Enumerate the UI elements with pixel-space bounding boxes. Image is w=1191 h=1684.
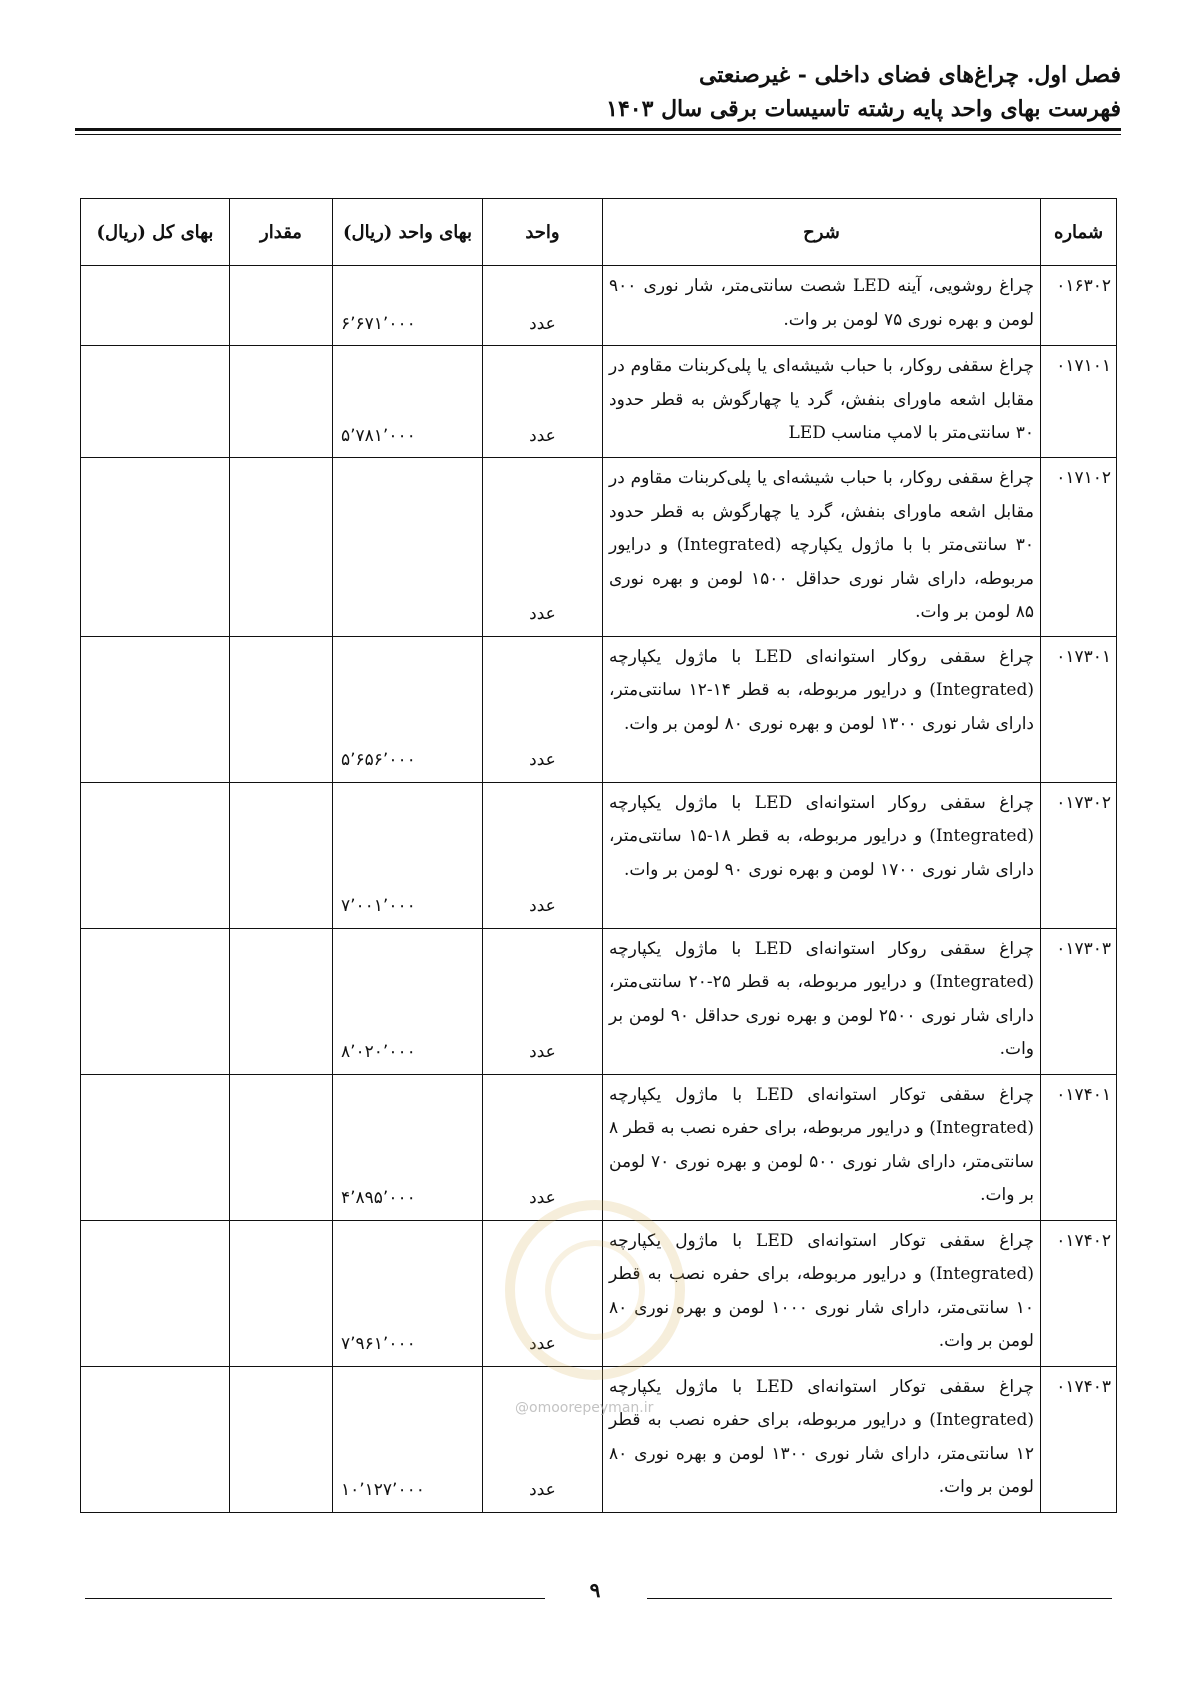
item-unit-price: ۵٬۶۵۶٬۰۰۰ xyxy=(333,636,483,782)
item-unit-price: ۶٬۶۷۱٬۰۰۰ xyxy=(333,266,483,346)
item-quantity xyxy=(230,636,333,782)
item-description: چراغ سقفی توکار استوانه‌ای LED با ماژول یکپارچه (Integrated) و درایور مربوطه، برای حفره نصب به قطر ۱۲ سانتی‌متر، دارای شار نوری ۱۳۰۰ لومن و بهره نوری ۸۰ لومن بر وات. xyxy=(603,1366,1041,1512)
page-number: ۹ xyxy=(589,1578,601,1602)
column-header-quantity: مقدار xyxy=(230,199,333,266)
item-quantity xyxy=(230,266,333,346)
item-total-price xyxy=(81,346,230,458)
item-total-price xyxy=(81,1366,230,1512)
item-code: ۰۱۷۴۰۳ xyxy=(1041,1366,1117,1512)
table-row xyxy=(81,636,1117,782)
table-row xyxy=(81,1074,1117,1220)
item-code: ۰۱۶۳۰۲ xyxy=(1041,266,1117,346)
item-total-price xyxy=(81,636,230,782)
item-quantity xyxy=(230,458,333,637)
table-row xyxy=(81,928,1117,1074)
item-unit-price: ۷٬۰۰۱٬۰۰۰ xyxy=(333,782,483,928)
item-unit: عدد xyxy=(483,458,603,637)
item-unit: عدد xyxy=(483,266,603,346)
footer-rule-left xyxy=(85,1598,545,1599)
column-header-unit-price: بهای واحد (ریال) xyxy=(333,199,483,266)
header-rule-thin xyxy=(75,134,1121,135)
table-row xyxy=(81,1220,1117,1366)
item-total-price xyxy=(81,266,230,346)
item-total-price xyxy=(81,458,230,637)
item-total-price xyxy=(81,1074,230,1220)
item-unit-price xyxy=(333,458,483,637)
item-unit: عدد xyxy=(483,636,603,782)
item-unit: عدد xyxy=(483,346,603,458)
table-row xyxy=(81,782,1117,928)
item-total-price xyxy=(81,782,230,928)
item-unit: عدد xyxy=(483,1366,603,1512)
item-unit-price: ۱۰٬۱۲۷٬۰۰۰ xyxy=(333,1366,483,1512)
item-unit: عدد xyxy=(483,1074,603,1220)
item-unit-price: ۵٬۷۸۱٬۰۰۰ xyxy=(333,346,483,458)
item-description: چراغ سقفی توکار استوانه‌ای LED با ماژول یکپارچه (Integrated) و درایور مربوطه، برای حفره نصب به قطر ۱۰ سانتی‌متر، دارای شار نوری ۱۰۰۰ لومن و بهره نوری ۸۰ لومن بر وات. xyxy=(603,1220,1041,1366)
item-code: ۰۱۷۳۰۲ xyxy=(1041,782,1117,928)
item-code: ۰۱۷۳۰۱ xyxy=(1041,636,1117,782)
chapter-title: فصل اول. چراغ‌های فضای داخلی - غیرصنعتی xyxy=(698,62,1121,88)
item-code: ۰۱۷۱۰۱ xyxy=(1041,346,1117,458)
header-rule-thick xyxy=(75,128,1121,131)
item-description: چراغ سقفی روکار استوانه‌ای LED با ماژول یکپارچه (Integrated) و درایور مربوطه، به قطر ۲۵-۲۰ سانتی‌متر، دارای شار نوری ۲۵۰۰ لومن و بهره نوری حداقل ۹۰ لومن بر وات. xyxy=(603,928,1041,1074)
item-description: چراغ روشویی، آینه LED شصت سانتی‌متر، شار نوری ۹۰۰ لومن و بهره نوری ۷۵ لومن بر وات. xyxy=(603,266,1041,346)
watermark-text: @omoorepeyman.ir xyxy=(515,1400,654,1416)
item-unit-price: ۷٬۹۶۱٬۰۰۰ xyxy=(333,1220,483,1366)
item-unit: عدد xyxy=(483,782,603,928)
item-unit: عدد xyxy=(483,928,603,1074)
column-header-description: شرح xyxy=(603,199,1041,266)
item-code: ۰۱۷۳۰۳ xyxy=(1041,928,1117,1074)
item-quantity xyxy=(230,1074,333,1220)
item-code: ۰۱۷۱۰۲ xyxy=(1041,458,1117,637)
item-quantity xyxy=(230,346,333,458)
list-title: فهرست بهای واحد پایه رشته تاسیسات برقی سال ۱۴۰۳ xyxy=(606,96,1121,122)
table-row xyxy=(81,1366,1117,1512)
item-quantity xyxy=(230,782,333,928)
item-description: چراغ سقفی روکار، با حباب شیشه‌ای یا پلی‌کربنات مقاوم در مقابل اشعه ماورای بنفش، گرد یا چهارگوش به قطر حدود ۳۰ سانتی‌متر با لامپ مناسب LED xyxy=(603,346,1041,458)
item-total-price xyxy=(81,928,230,1074)
item-description: چراغ سقفی توکار استوانه‌ای LED با ماژول یکپارچه (Integrated) و درایور مربوطه، برای حفره نصب به قطر ۸ سانتی‌متر، دارای شار نوری ۵۰۰ لومن و بهره نوری ۷۰ لومن بر وات. xyxy=(603,1074,1041,1220)
item-quantity xyxy=(230,1220,333,1366)
price-table xyxy=(80,198,1117,1513)
item-code: ۰۱۷۴۰۲ xyxy=(1041,1220,1117,1366)
item-description: چراغ سقفی روکار استوانه‌ای LED با ماژول یکپارچه (Integrated) و درایور مربوطه، به قطر ۱۸-۱۵ سانتی‌متر، دارای شار نوری ۱۷۰۰ لومن و بهره نوری ۹۰ لومن بر وات. xyxy=(603,782,1041,928)
item-unit: عدد xyxy=(483,1220,603,1366)
item-description: چراغ سقفی روکار، با حباب شیشه‌ای یا پلی‌کربنات مقاوم در مقابل اشعه ماورای بنفش، گرد یا چهارگوش به قطر حدود ۳۰ سانتی‌متر با با ماژول یکپارچه (Integrated) و درایور مربوطه، دارای شار نوری حداقل ۱۵۰۰ لومن و بهره نوری ۸۵ لومن بر وات. xyxy=(603,458,1041,637)
footer-rule-right xyxy=(647,1598,1112,1599)
page-header xyxy=(75,58,1121,126)
table-header-row xyxy=(81,199,1117,266)
item-unit-price: ۸٬۰۲۰٬۰۰۰ xyxy=(333,928,483,1074)
item-code: ۰۱۷۴۰۱ xyxy=(1041,1074,1117,1220)
column-header-unit: واحد xyxy=(483,199,603,266)
item-unit-price: ۴٬۸۹۵٬۰۰۰ xyxy=(333,1074,483,1220)
table-row xyxy=(81,346,1117,458)
item-quantity xyxy=(230,1366,333,1512)
column-header-total-price: بهای کل (ریال) xyxy=(81,199,230,266)
table-row xyxy=(81,266,1117,346)
item-total-price xyxy=(81,1220,230,1366)
table-row xyxy=(81,458,1117,637)
item-description: چراغ سقفی روکار استوانه‌ای LED با ماژول یکپارچه (Integrated) و درایور مربوطه، به قطر ۱۴-۱۲ سانتی‌متر، دارای شار نوری ۱۳۰۰ لومن و بهره نوری ۸۰ لومن بر وات. xyxy=(603,636,1041,782)
column-header-code: شماره xyxy=(1041,199,1117,266)
item-quantity xyxy=(230,928,333,1074)
